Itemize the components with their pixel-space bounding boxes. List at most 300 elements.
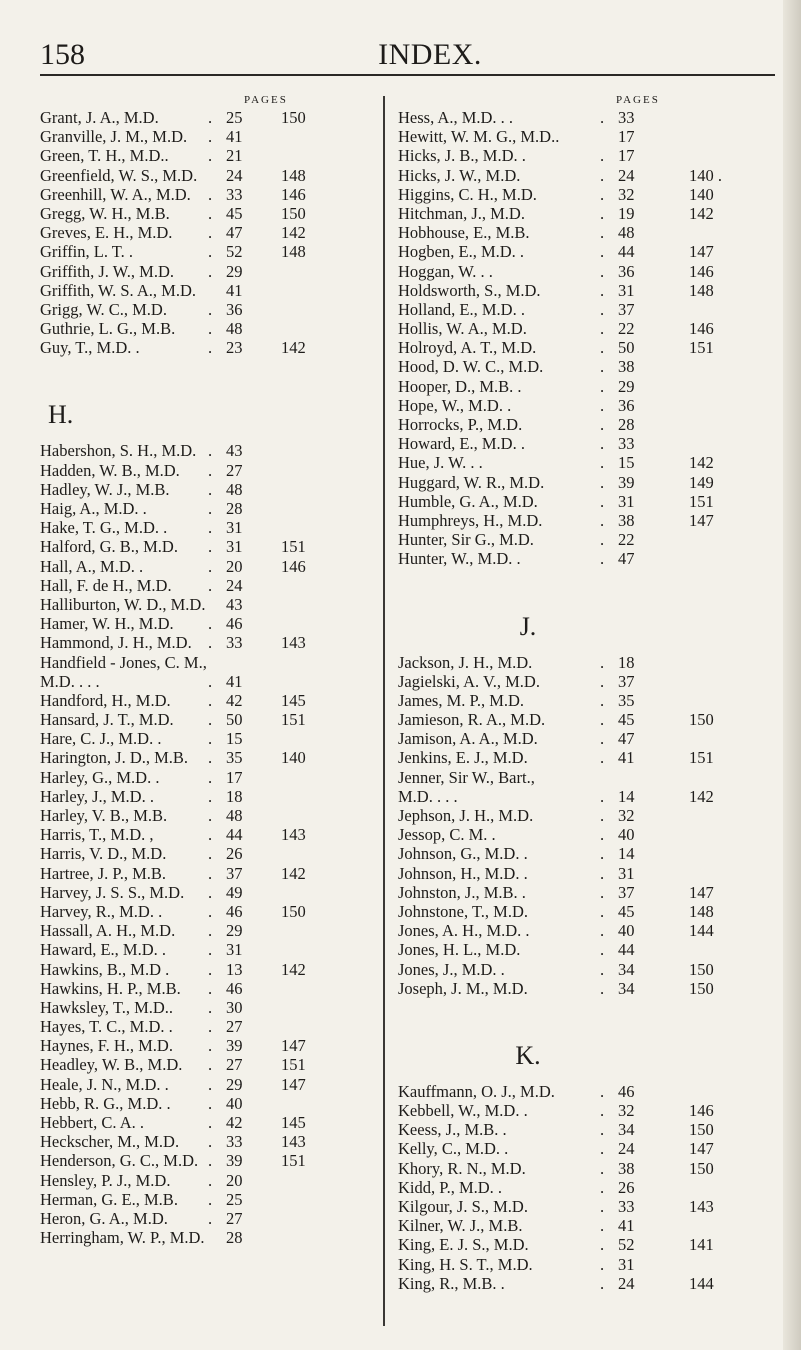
header-rule xyxy=(40,74,775,76)
entry-name: Jagielski, A. V., M.D. xyxy=(398,671,540,691)
leader-dot: . xyxy=(600,434,605,454)
leader-dot: . xyxy=(208,261,213,281)
entry-name: Hammond, J. H., M.D. xyxy=(40,633,192,653)
leader-dot: . xyxy=(208,614,213,634)
leader-dot: . xyxy=(600,671,605,691)
index-entry xyxy=(40,691,380,710)
leader-dot: . xyxy=(208,556,213,576)
index-entry xyxy=(40,108,380,127)
index-entry xyxy=(40,127,380,146)
entry-name: Griffith, J. W., M.D. xyxy=(40,261,174,281)
entry-name: Johnson, G., M.D. . xyxy=(398,844,528,864)
page-ref: 141 xyxy=(689,1235,714,1255)
index-entry xyxy=(398,1216,768,1235)
entry-name: Harris, V. D., M.D. xyxy=(40,844,167,864)
index-entry xyxy=(398,653,768,672)
page-ref: 150 xyxy=(689,1120,714,1140)
page-ref: 52 xyxy=(226,242,243,262)
leader-dot: . xyxy=(208,1074,213,1094)
entry-name: Hall, A., M.D. . xyxy=(40,556,144,576)
section-gap xyxy=(398,569,768,607)
entry-name: Hoggan, W. . . xyxy=(398,261,493,281)
entry-name: Hawkins, B., M.D . xyxy=(40,959,170,979)
index-entry xyxy=(40,595,380,614)
page-ref: 47 xyxy=(226,223,243,243)
entry-name: Humphreys, H., M.D. xyxy=(398,510,543,530)
entry-name: Halliburton, W. D., M.D. xyxy=(40,594,206,614)
page-ref: 45 xyxy=(618,901,635,921)
page-ref: 151 xyxy=(281,537,306,557)
index-entry xyxy=(40,1075,380,1094)
index-entry xyxy=(398,146,768,165)
index-entry xyxy=(398,787,768,806)
leader-dot: . xyxy=(600,1216,605,1236)
page-ref: 22 xyxy=(618,530,635,550)
leader-dot: . xyxy=(208,299,213,319)
entry-name: Jephson, J. H., M.D. xyxy=(398,806,534,825)
page-ref: 33 xyxy=(618,1197,635,1216)
leader-dot: . xyxy=(208,338,213,358)
page-ref: 17 xyxy=(618,146,635,166)
page-ref: 37 xyxy=(618,671,635,691)
page-ref: 144 xyxy=(689,921,714,941)
leader-dot: . xyxy=(208,1036,213,1056)
page-ref: 140 xyxy=(689,184,714,204)
entry-name: Hansard, J. T., M.D. xyxy=(40,710,174,730)
index-entry xyxy=(40,940,380,959)
index-entry xyxy=(40,633,380,652)
page-ref: 24 xyxy=(618,1139,635,1159)
page-ref: 22 xyxy=(618,319,635,339)
page-ref: 151 xyxy=(281,710,306,730)
page-ref: 17 xyxy=(226,767,243,787)
page-ref: 29 xyxy=(618,376,635,396)
page-ref: 44 xyxy=(618,242,635,262)
entry-name: Harvey, R., M.D. . xyxy=(40,901,163,921)
index-entry xyxy=(398,319,768,338)
leader-dot: . xyxy=(600,901,605,921)
leader-dot: . xyxy=(208,499,213,518)
leader-dot: . xyxy=(208,882,213,902)
page-ref: 44 xyxy=(226,825,243,845)
page-ref: 147 xyxy=(689,242,714,262)
leader-dot: . xyxy=(600,1081,605,1101)
entry-name: Halford, G. B., M.D. xyxy=(40,537,178,557)
pages-heading xyxy=(40,92,380,108)
page-ref: 150 xyxy=(689,710,714,730)
leader-dot: . xyxy=(208,633,213,653)
leader-dot: . xyxy=(208,940,213,960)
index-entry xyxy=(398,262,768,281)
leader-dot: . xyxy=(600,299,605,319)
page-ref: 33 xyxy=(618,434,635,454)
index-entry xyxy=(40,883,380,902)
leader-dot: . xyxy=(600,882,605,902)
pages-heading xyxy=(398,92,768,108)
index-entry xyxy=(398,979,768,998)
entry-name: Johnston, J., M.B. . xyxy=(398,882,526,902)
entry-name: Hood, D. W. C., M.D. xyxy=(398,357,544,377)
entry-name: Hess, A., M.D. . . xyxy=(398,108,514,127)
index-entry xyxy=(40,319,380,338)
entry-name: Hue, J. W. . . xyxy=(398,453,483,473)
page-ref: 31 xyxy=(226,537,243,557)
leader-dot: . xyxy=(208,184,213,204)
index-entry xyxy=(40,166,380,185)
index-entry xyxy=(40,262,380,281)
leader-dot: . xyxy=(600,921,605,941)
index-entry xyxy=(40,185,380,204)
page-ref: 34 xyxy=(618,978,635,998)
page-ref: 24 xyxy=(226,575,243,595)
index-entry xyxy=(398,902,768,921)
index-entry xyxy=(40,146,380,165)
index-entry xyxy=(398,185,768,204)
page-ref: 40 xyxy=(618,825,635,845)
index-entry xyxy=(40,672,380,691)
page-edge xyxy=(783,0,801,1350)
entry-name: Harris, T., M.D. , xyxy=(40,825,154,845)
entry-name: Habershon, S. H., M.D. xyxy=(40,441,197,461)
page-ref: 38 xyxy=(618,1158,635,1178)
index-entry xyxy=(398,434,768,453)
page-ref: 25 xyxy=(226,1189,243,1209)
page-ref: 34 xyxy=(618,959,635,979)
entry-name: Jones, H. L., M.D. xyxy=(398,940,521,960)
page-ref: 147 xyxy=(281,1036,306,1056)
index-entry xyxy=(398,511,768,530)
index-entry xyxy=(398,729,768,748)
page-ref: 34 xyxy=(618,1120,635,1140)
entry-name: Griffin, L. T. . xyxy=(40,242,134,262)
index-entry xyxy=(398,415,768,434)
page-ref: 29 xyxy=(226,261,243,281)
leader-dot: . xyxy=(208,1055,213,1075)
leader-dot: . xyxy=(600,146,605,166)
page-ref: 42 xyxy=(226,1113,243,1132)
left-column xyxy=(40,92,380,1247)
index-entry xyxy=(40,223,380,242)
page-ref: 35 xyxy=(226,748,243,768)
page-ref: 15 xyxy=(618,453,635,473)
index-entry xyxy=(40,1132,380,1151)
page-ref: 143 xyxy=(281,633,306,653)
entry-name: Hunter, Sir G., M.D. xyxy=(398,530,534,550)
entry-name: Gregg, W. H., M.B. xyxy=(40,203,170,223)
entry-name: Harley, J., M.D. . xyxy=(40,786,154,806)
page-ref: 42 xyxy=(226,690,243,710)
index-entry xyxy=(398,1255,768,1274)
page-ref: 148 xyxy=(281,165,306,185)
running-title: INDEX. xyxy=(378,38,482,71)
entry-name: Hobhouse, E., M.B. xyxy=(398,223,530,243)
index-entry xyxy=(398,127,768,146)
entry-name: Heale, J. N., M.D. . xyxy=(40,1074,169,1094)
leader-dot: . xyxy=(600,184,605,204)
entry-name: Hall, F. de H., M.D. xyxy=(40,575,172,595)
entry-name: Heron, G. A., M.D. xyxy=(40,1208,168,1228)
index-entry xyxy=(40,653,380,672)
entry-name: Haynes, F. H., M.D. xyxy=(40,1036,173,1056)
index-entry xyxy=(398,1101,768,1120)
leader-dot: . xyxy=(208,537,213,557)
leader-dot: . xyxy=(600,940,605,960)
page-ref: 148 xyxy=(281,242,306,262)
index-entry xyxy=(398,1197,768,1216)
leader-dot: . xyxy=(600,806,605,825)
leader-dot: . xyxy=(208,108,213,127)
leader-dot: . xyxy=(208,146,213,166)
page-ref: 31 xyxy=(618,491,635,511)
leader-dot: . xyxy=(600,1101,605,1121)
entry-name: Keess, J., M.B. . xyxy=(398,1120,507,1140)
index-entry xyxy=(398,672,768,691)
page-ref: 48 xyxy=(618,223,635,243)
page-ref: 27 xyxy=(226,1208,243,1228)
entry-name: Hicks, J. B., M.D. . xyxy=(398,146,526,166)
leader-dot: . xyxy=(600,710,605,730)
index-entry xyxy=(398,710,768,729)
index-entry xyxy=(40,998,380,1017)
index-entry xyxy=(40,710,380,729)
page-ref: 41 xyxy=(226,280,243,300)
leader-dot: . xyxy=(600,108,605,127)
page-ref: 31 xyxy=(226,940,243,960)
page-ref: 148 xyxy=(689,901,714,921)
entry-name: Green, T. H., M.D.. xyxy=(40,146,169,166)
entry-name: Joseph, J. M., M.D. xyxy=(398,978,528,998)
entry-name: King, R., M.B. . xyxy=(398,1273,505,1293)
page-ref: 36 xyxy=(226,299,243,319)
entry-name: Hare, C. J., M.D. . xyxy=(40,729,162,749)
page-ref: 17 xyxy=(618,127,635,147)
index-entry xyxy=(40,576,380,595)
page-ref: 14 xyxy=(618,844,635,864)
leader-dot: . xyxy=(208,1208,213,1228)
leader-dot: . xyxy=(208,997,213,1017)
entry-name: Granville, J. M., M.D. xyxy=(40,127,188,147)
page-ref: 142 xyxy=(281,863,306,883)
page-ref: 143 xyxy=(281,1132,306,1152)
column-divider xyxy=(383,96,385,1326)
index-entry xyxy=(398,357,768,376)
entry-name: Handford, H., M.D. xyxy=(40,690,171,710)
index-entry xyxy=(40,518,380,537)
leader-dot: . xyxy=(600,1235,605,1255)
page-ref: 50 xyxy=(226,710,243,730)
page-ref: 149 xyxy=(689,472,714,492)
index-entry xyxy=(40,825,380,844)
page-ref: 27 xyxy=(226,1055,243,1075)
leader-dot: . xyxy=(600,825,605,845)
page-ref: 45 xyxy=(226,203,243,223)
leader-dot: . xyxy=(600,549,605,569)
index-entry xyxy=(398,223,768,242)
index-entry xyxy=(40,480,380,499)
page-ref: 43 xyxy=(226,441,243,461)
leader-dot: . xyxy=(600,203,605,223)
page-ref: 46 xyxy=(226,614,243,634)
page-ref: 48 xyxy=(226,319,243,339)
page-ref: 146 xyxy=(689,1101,714,1121)
page-ref: 142 xyxy=(689,786,714,806)
page-ref: 41 xyxy=(226,671,243,691)
page-ref: 44 xyxy=(618,940,635,960)
page-ref: 29 xyxy=(226,1074,243,1094)
leader-dot: . xyxy=(208,959,213,979)
entry-name: Hebb, R. G., M.D. . xyxy=(40,1093,171,1113)
entry-name: Guy, T., M.D. . xyxy=(40,338,140,358)
page-ref: 38 xyxy=(618,510,635,530)
entry-name: Kauffmann, O. J., M.D. xyxy=(398,1081,555,1101)
entry-name: Kilgour, J. S., M.D. xyxy=(398,1197,528,1216)
index-entry xyxy=(40,1036,380,1055)
page-ref: 46 xyxy=(226,978,243,998)
entry-name: Henderson, G. C., M.D. xyxy=(40,1151,199,1171)
index-entry xyxy=(398,806,768,825)
entry-name: Jamison, A. A., M.D. xyxy=(398,729,538,749)
index-entry xyxy=(40,960,380,979)
index-entry xyxy=(40,806,380,825)
index-entry xyxy=(398,921,768,940)
page-ref: 33 xyxy=(226,1132,243,1152)
page-ref: 150 xyxy=(281,108,306,127)
index-entry xyxy=(40,499,380,518)
index-entry xyxy=(398,1178,768,1197)
index-entry xyxy=(40,787,380,806)
leader-dot: . xyxy=(208,1113,213,1132)
entry-name: Hunter, W., M.D. . xyxy=(398,549,521,569)
page-ref: 46 xyxy=(226,901,243,921)
page-ref: 31 xyxy=(618,280,635,300)
page-ref: 28 xyxy=(226,1228,243,1248)
pages-label: PAGES xyxy=(244,94,288,106)
page-ref: 48 xyxy=(226,806,243,825)
page-ref: 40 xyxy=(226,1093,243,1113)
page-ref: 144 xyxy=(689,1273,714,1293)
leader-dot: . xyxy=(600,863,605,883)
page-ref: 24 xyxy=(618,165,635,185)
page-ref: 32 xyxy=(618,806,635,825)
section-letter: K. xyxy=(515,1040,541,1070)
leader-dot: . xyxy=(600,959,605,979)
index-entry xyxy=(398,691,768,710)
leader-dot: . xyxy=(208,319,213,339)
leader-dot: . xyxy=(208,1132,213,1152)
index-entry xyxy=(398,396,768,415)
entry-name: Hicks, J. W., M.D. xyxy=(398,165,521,185)
entry-name: Humble, G. A., M.D. xyxy=(398,491,538,511)
entry-name: Holland, E., M.D. . xyxy=(398,299,525,319)
index-entry xyxy=(40,1055,380,1074)
page-ref: 37 xyxy=(226,863,243,883)
page-ref: 38 xyxy=(618,357,635,377)
page-ref: 19 xyxy=(618,203,635,223)
entry-name: M.D. . . . xyxy=(40,671,100,691)
page-ref: 31 xyxy=(618,1254,635,1274)
entry-name: Holdsworth, S., M.D. xyxy=(398,280,541,300)
entry-name: Jenkins, E. J., M.D. xyxy=(398,748,528,768)
entry-name: Jessop, C. M. . xyxy=(398,825,496,845)
entry-name: Hamer, W. H., M.D. xyxy=(40,614,174,634)
leader-dot: . xyxy=(600,491,605,511)
leader-dot: . xyxy=(208,863,213,883)
leader-dot: . xyxy=(208,767,213,787)
index-entry xyxy=(398,242,768,261)
index-entry xyxy=(398,1139,768,1158)
pages-label: PAGES xyxy=(616,94,660,106)
leader-dot: . xyxy=(600,1139,605,1159)
leader-dot: . xyxy=(600,1120,605,1140)
entry-name: Hope, W., M.D. . xyxy=(398,395,512,415)
entry-name: Kebbell, W., M.D. . xyxy=(398,1101,528,1121)
page-ref: 146 xyxy=(689,319,714,339)
leader-dot: . xyxy=(600,1158,605,1178)
page-ref: 33 xyxy=(618,108,635,127)
page-ref: 145 xyxy=(281,1113,306,1132)
page-ref: 50 xyxy=(618,338,635,358)
entry-name: Harvey, J. S. S., M.D. xyxy=(40,882,185,902)
page-ref: 39 xyxy=(618,472,635,492)
leader-dot: . xyxy=(600,510,605,530)
page-header xyxy=(40,38,760,78)
entry-name: Hitchman, J., M.D. xyxy=(398,203,525,223)
page-ref: 39 xyxy=(226,1151,243,1171)
page-ref: 32 xyxy=(618,1101,635,1121)
leader-dot: . xyxy=(600,338,605,358)
leader-dot: . xyxy=(208,844,213,864)
page-ref: 37 xyxy=(618,882,635,902)
page-ref: 26 xyxy=(226,844,243,864)
page-ref: 151 xyxy=(689,491,714,511)
page-ref: 23 xyxy=(226,338,243,358)
page-ref: 150 xyxy=(689,978,714,998)
index-entry xyxy=(398,1274,768,1293)
page-ref: 39 xyxy=(226,1036,243,1056)
entry-name: Jamieson, R. A., M.D. xyxy=(398,710,546,730)
index-entry xyxy=(40,1113,380,1132)
index-entry xyxy=(398,1159,768,1178)
leader-dot: . xyxy=(208,575,213,595)
page-ref: 48 xyxy=(226,479,243,499)
leader-dot: . xyxy=(600,530,605,550)
index-entry xyxy=(40,1017,380,1036)
page-ref: 31 xyxy=(618,863,635,883)
page-ref: 147 xyxy=(689,510,714,530)
entry-name: King, H. S. T., M.D. xyxy=(398,1254,533,1274)
entry-name: Harington, J. D., M.B. xyxy=(40,748,189,768)
page-ref: 18 xyxy=(618,652,635,672)
index-entry xyxy=(398,492,768,511)
page-ref: 142 xyxy=(281,338,306,358)
entry-name: Harley, V. B., M.B. xyxy=(40,806,168,825)
index-entry xyxy=(398,530,768,549)
entry-name: Hebbert, C. A. . xyxy=(40,1113,145,1132)
index-entry xyxy=(398,377,768,396)
index-entry xyxy=(398,844,768,863)
page-ref: 27 xyxy=(226,1017,243,1037)
entry-name: Hake, T. G., M.D. . xyxy=(40,518,168,538)
right-column xyxy=(398,92,768,1293)
leader-dot: . xyxy=(600,280,605,300)
entry-name: King, E. J. S., M.D. xyxy=(398,1235,529,1255)
index-entry xyxy=(40,537,380,556)
leader-dot: . xyxy=(600,376,605,396)
index-entry xyxy=(40,1171,380,1190)
leader-dot: . xyxy=(600,786,605,806)
page-ref: 142 xyxy=(689,203,714,223)
page-ref: 36 xyxy=(618,261,635,281)
